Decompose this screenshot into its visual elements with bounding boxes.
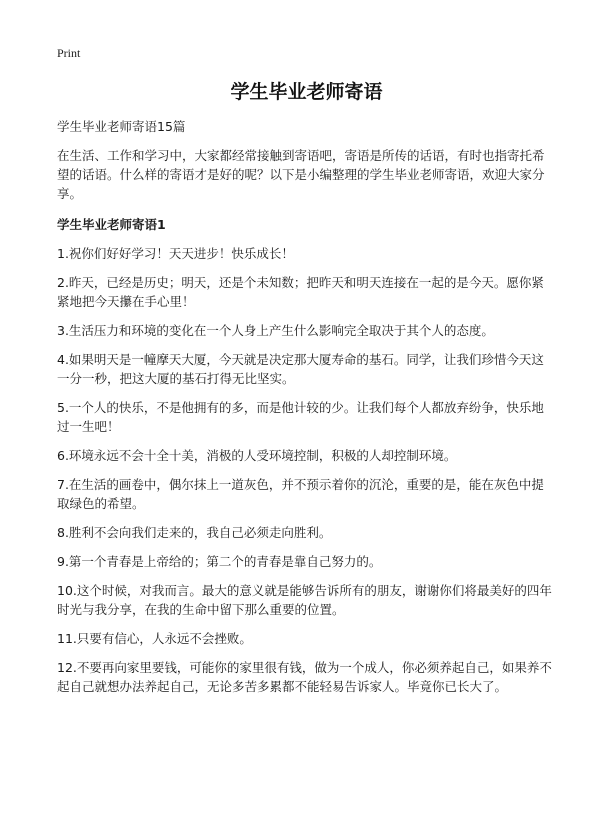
list-item: 2.昨天，已经是历史；明天，还是个未知数；把昨天和明天连接在一起的是今天。愿你紧紧地把今天攥在手心里！ (57, 275, 544, 309)
page-title: 学生毕业老师寄语 (230, 81, 383, 103)
list-item: 9.第一个青春是上帝给的；第二个的青春是靠自己努力的。 (57, 554, 382, 569)
list-item: 3.生活压力和环境的变化在一个人身上产生什么影响完全取决于其个人的态度。 (57, 323, 494, 338)
list-item: 11.只要有信心，人永远不会挫败。 (57, 631, 252, 646)
list-item: 7.在生活的画卷中，偶尔抹上一道灰色，并不预示着你的沉沦，重要的是，能在灰色中提取绿色的希望。 (57, 477, 544, 511)
intro-paragraph: 在生活、工作和学习中，大家都经常接触到寄语吧，寄语是所传的话语，有时也指寄托希望的话语。什么样的寄语才是好的呢？以下是小编整理的学生毕业老师寄语，欢迎大家分享。 (57, 148, 545, 201)
list-item: 1.祝你们好好学习！天天进步！快乐成长！ (57, 246, 294, 261)
list-item: 10.这个时候，对我而言。最大的意义就是能够告诉所有的朋友，谢谢你们将最美好的四年时光与我分享，在我的生命中留下那么重要的位置。 (57, 583, 552, 617)
list-item: 8.胜利不会向我们走来的，我自己必须走向胜利。 (57, 525, 332, 540)
list-item: 12.不要再向家里要钱，可能你的家里很有钱，做为一个成人，你必须养起自己，如果养不起自己就想办法养起自己，无论多苦多累都不能轻易告诉家人。毕竟你已长大了。 (57, 660, 552, 694)
list-item: 4.如果明天是一幢摩天大厦，今天就是决定那大厦寿命的基石。同学，让我们珍惜今天这一分一秒，把这大厦的基石打得无比坚实。 (57, 352, 544, 386)
message-list (57, 244, 556, 696)
list-item: 5.一个人的快乐，不是他拥有的多，而是他计较的少。让我们每个人都放弃纷争，快乐地过一生吧！ (57, 400, 544, 434)
section-heading: 学生毕业老师寄语1 (57, 217, 166, 232)
print-link[interactable]: Print (57, 46, 81, 60)
list-item: 6.环境永远不会十全十美，消极的人受环境控制，积极的人却控制环境。 (57, 448, 457, 463)
document-subtitle: 学生毕业老师寄语15篇 (57, 119, 186, 134)
